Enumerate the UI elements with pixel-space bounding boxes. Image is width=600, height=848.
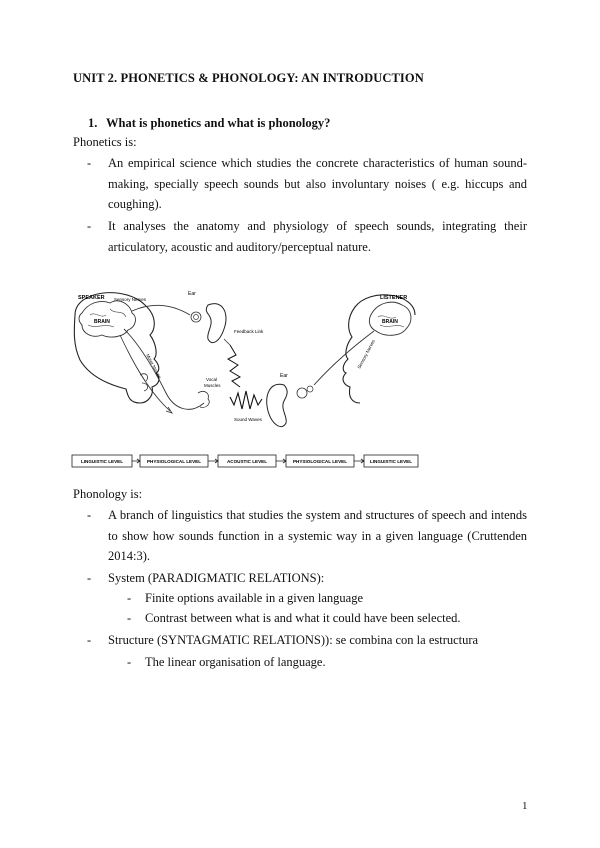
ear-left-label: Ear [188,291,196,297]
ear-right-label: Ear [280,373,288,379]
sensory-nerves-left [132,305,190,315]
list-item [87,630,527,651]
level-label: LINGUISTIC LEVEL [369,459,413,464]
sound-waves [230,391,262,409]
sub-list-item [127,588,527,609]
speaker-label: SPEAKER [78,295,105,301]
sub-list-item-text: Finite options available in a given language [145,591,363,605]
listener-label: LISTENER [380,295,408,301]
sub-list-item-text: The linear organisation of language. [145,655,326,669]
level-label: PHYSIOLOGICAL LEVEL [292,459,348,464]
phonology-lead: Phonology is: [73,487,143,501]
sub-list-item-text: Contrast between what is and what it could have been selected. [145,611,461,625]
speaker-head [74,293,159,403]
list-item [87,568,527,589]
speech-chain-figure [70,285,420,475]
list-item [87,216,527,257]
list-item-text: An empirical science which studies the concrete characteristics of human sound-making, specially speech sounds but also involuntary noises ( e.g. hiccups and coughing). [108,156,527,211]
phonetics-lead: Phonetics is: [73,135,137,149]
sub-list-item [127,652,527,673]
motor-nerves [124,329,204,409]
sub-list-item [127,608,527,629]
bullet-dash: - [87,156,92,170]
brain-right-label: BRAIN [382,319,398,325]
list-item [87,153,527,215]
bullet-dash: - [87,508,92,522]
feedback-wave [228,345,240,387]
level-label: LINGUISTIC LEVEL [80,459,124,464]
bullet-dash: - [87,219,92,233]
list-item [87,505,527,567]
sound-waves-label: Sound Waves [234,417,262,422]
level-label: ACOUSTIC LEVEL [226,459,268,464]
section-heading [88,116,330,131]
bullet-dash: - [127,655,132,669]
unit-title: UNIT 2. PHONETICS & PHONOLOGY: AN INTRODUCTION [73,71,424,85]
vocal-label: Vocal [206,377,218,382]
level-flow [72,455,418,467]
sensory-nerves-left-label: Sensory Nerves [114,297,147,302]
bullet-dash: - [127,611,132,625]
list-item-text: It analyses the anatomy and physiology of speech sounds, integrating their articulatory, acoustic and auditory/perceptual nature. [108,219,527,254]
bullet-dash: - [127,591,132,605]
section-title: What is phonetics and what is phonology? [106,116,331,130]
feedback-link-label: Feedback Link [234,329,264,334]
motor-nerves-label: Motor Nerves [145,353,163,380]
bullet-dash: - [87,633,92,647]
brain-left-label: BRAIN [94,319,110,325]
speaker-ear [206,304,226,343]
bullet-dash: - [87,571,92,585]
vocal-muscles [198,391,209,407]
muscles-label: Muscles [204,383,221,388]
listener-ear [267,384,287,426]
section-number: 1. [88,116,98,130]
page-number: 1 [522,800,528,812]
list-item-text: Structure (SYNTAGMATIC RELATIONS)): se combina con la estructura [108,633,479,647]
list-item-text: A branch of linguistics that studies the system and structures of speech and intends to show how sounds function in a systemic way in a given language (Cruttenden 2014:3). [108,508,527,563]
sensory-nerves-right-label: Sensory Nerves [356,338,376,370]
list-item-text: System (PARADIGMATIC RELATIONS): [108,571,325,585]
listener-head [343,295,415,403]
level-label: PHYSIOLOGICAL LEVEL [146,459,202,464]
